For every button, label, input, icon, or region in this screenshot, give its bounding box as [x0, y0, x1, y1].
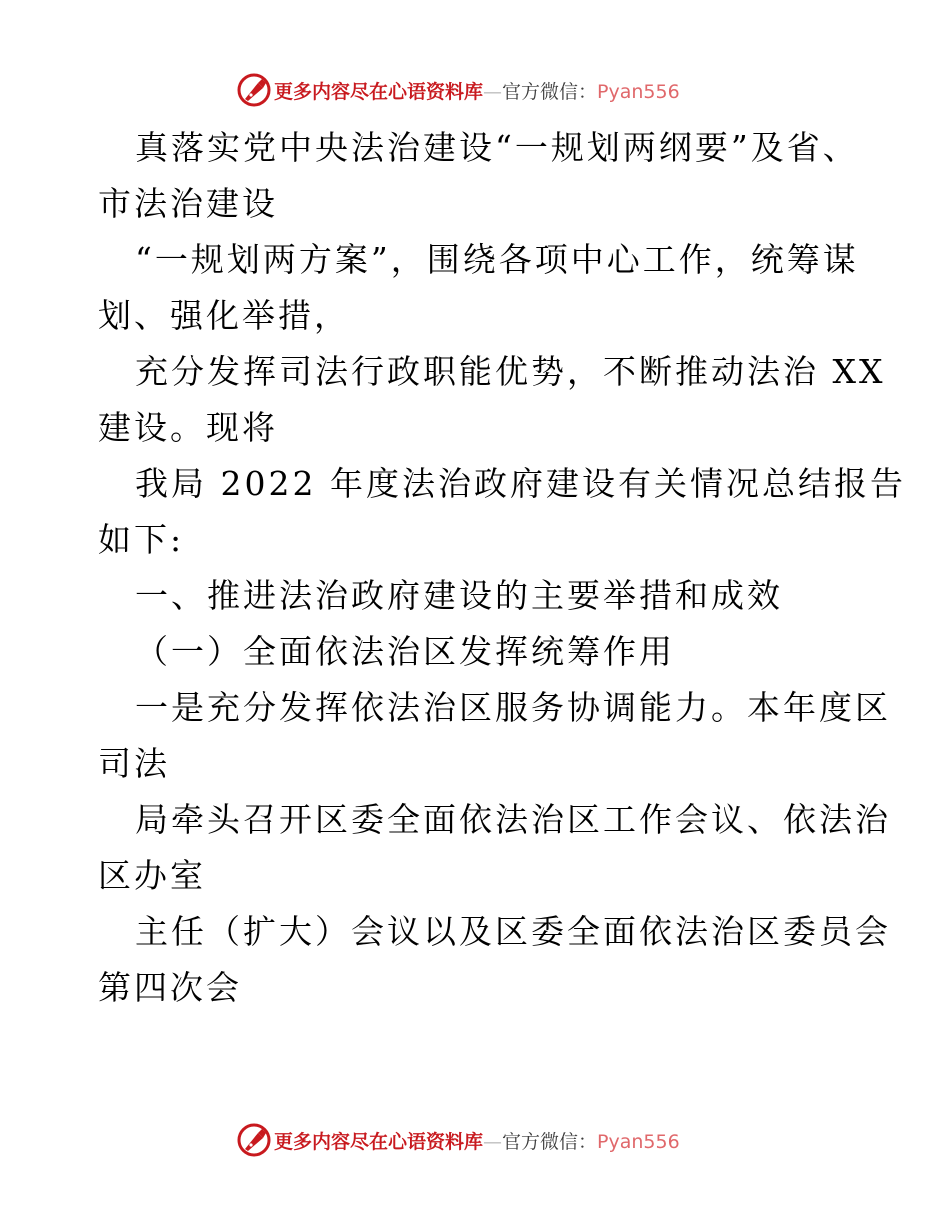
text-line: 真落实党中央法治建设“一规划两纲要”及省、	[135, 128, 859, 167]
watermark-main: 更多内容尽在心语资料库	[274, 1130, 484, 1153]
section-heading: 一、推进法治政府建设的主要举措和成效	[135, 576, 783, 615]
watermark-dash: —	[483, 1130, 503, 1153]
pen-nib-circle-icon	[236, 72, 272, 108]
document-body	[98, 120, 906, 1016]
header-watermark	[236, 70, 796, 110]
watermark-dash: —	[483, 80, 503, 103]
text-line: 局牵头召开区委全面依法治区工作会议、依法治	[135, 800, 891, 839]
text-line: 市法治建设	[98, 184, 278, 223]
watermark-id: Pyan556	[597, 1130, 680, 1153]
text-line: 如下:	[98, 520, 185, 559]
footer-watermark	[236, 1120, 796, 1160]
watermark-text	[274, 1127, 680, 1154]
text-line: 区办室	[98, 856, 206, 895]
watermark-main: 更多内容尽在心语资料库	[274, 80, 484, 103]
pen-nib-circle-icon	[236, 1122, 272, 1158]
watermark-official: 官方微信：	[502, 1130, 598, 1153]
subsection-heading: （一）全面依法治区发挥统筹作用	[135, 632, 675, 671]
text-line: 划、强化举措，	[98, 296, 350, 335]
text-line: 主任（扩大）会议以及区委全面依法治区委员会	[135, 912, 891, 951]
text-line: 我局 2022 年度法治政府建设有关情况总结报告	[135, 464, 906, 503]
text-line: 第四次会	[98, 968, 242, 1007]
text-line: 司法	[98, 744, 170, 783]
text-line: 建设。现将	[98, 408, 278, 447]
text-line: 一是充分发挥依法治区服务协调能力。本年度区	[135, 688, 891, 727]
watermark-text	[274, 77, 680, 104]
text-line: 充分发挥司法行政职能优势，不断推动法治 XX	[135, 352, 886, 391]
watermark-official: 官方微信：	[502, 80, 598, 103]
watermark-id: Pyan556	[597, 80, 680, 103]
text-line: “一规划两方案”，围绕各项中心工作，统筹谋	[135, 240, 859, 279]
